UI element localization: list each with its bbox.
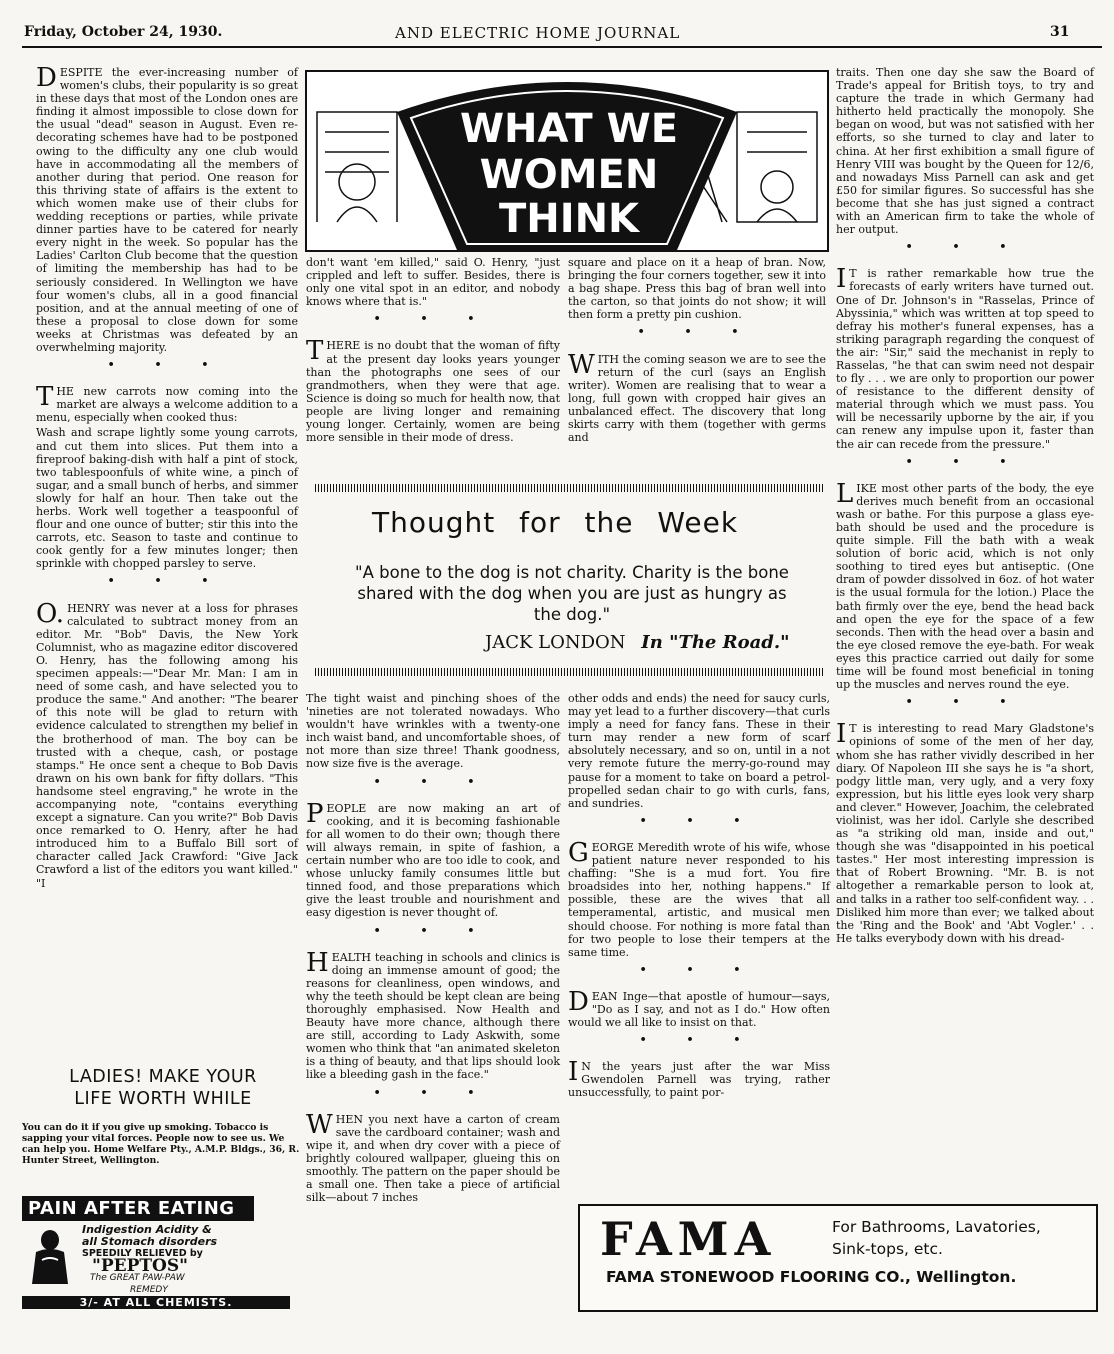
- article-curls-cont: other odds and ends) the need for saucy curls, may yet lead to a further discovery—that curls imply a need for fancy fans. These in their turn may render a new form of scarf absolutely necessary, and so on, until in a not very remote future the merry-go-round may pause for a moment to take on board a petrol-propelled sedan chair to go with curls, fans, and sundries.: [568, 692, 830, 810]
- article-early-writers: I T is rather remarkable how true the forecasts of early writers have turned out. One of Dr. Johnson's in "Rasselas, Prince of Abyssinia," which was written at top speed to defray his mother's funeral expenses, has a striking paragraph regarding the conquest of the air: "Sir," said the mechanist in reply to Rasselas, "he that can swim need not despair to fly . . . we are only to proportion our power of resistance to the different density of material through which we must pass. You will be necessarily upborne by the air, if you can renew any impulse upon it, faster than the air can recede from the pressure.": [836, 264, 1094, 451]
- ad-ladies-line1: LADIES! MAKE YOUR: [69, 1067, 257, 1087]
- article-dean-inge: DEAN Inge—that apostle of humour—says, "Do as I say, and not as I do." How often would we all like to insist on that.: [568, 986, 830, 1030]
- section-divider: • • •: [373, 923, 493, 937]
- article-curl-return: WITH the coming season we are to see the return of the curl (says an English writer). Women are realising that to wear a long, full gown with cropped hair gives an unbalanced effect. The discovery that long skirts carry with them (together with germs and: [568, 349, 826, 445]
- article-o-henry-cont: don't want 'em killed," said O. Henry, "just crippled and left to suffer. Besides, there is only one vital spot in an editor, and nobody knows where that is.": [306, 256, 560, 309]
- ad-peptos-tag2: REMEDY: [130, 1285, 168, 1295]
- column-4: [836, 66, 1094, 947]
- section-divider: • • •: [637, 325, 757, 339]
- article-parnell-cont: traits. Then one day she saw the Board of Trade's appeal for British toys, to try and capture the trade in which Germany had hitherto held practically the monopoly. She began on wood, but was not satisfied with her efforts, so she turned to clay and later to china. At her first exhibition a small figure of Henry VIII was bought by the Queen for 12/6, and nowadays Miss Parnell can ask and get £50 for similar figures. So successful has she become that she has just signed a contract with an American firm to take the whole of her output.: [836, 66, 1094, 237]
- thought-quote: "A bone to the dog is not charity. Charity is the bone shared with the dog when you are just as hungry as the dog.": [355, 563, 789, 624]
- section-divider: • • •: [639, 813, 759, 827]
- ad-fama-company: FAMA STONEWOOD FLOORING CO., Wellington.: [606, 1268, 1017, 1286]
- thought-rule-top: [315, 484, 823, 492]
- ad-ladies-smoking: [22, 1066, 304, 1166]
- stomach-figure-icon: [22, 1226, 78, 1286]
- page-number: 31: [1050, 24, 1070, 40]
- article-gwendolen-parnell: I N the years just after the war Miss Gwendolen Parnell was trying, rather unsuccessfully, to paint por-: [568, 1057, 830, 1100]
- article-pin-cushion-cont: square and place on it a heap of bran. Now, bringing the four corners together, sew it into a bag shape. Press this bag of bran well into the carton, so that joints do not show; it will then form a pretty pin cushion.: [568, 256, 826, 322]
- ad-peptos-footer: 3/- AT ALL CHEMISTS.: [22, 1296, 290, 1309]
- article-carrots-intro: THE new carrots now coming into the market are always a welcome addition to a menu, especially when cooked thus:: [36, 382, 298, 425]
- ad-peptos-line1: Indigestion Acidity &: [82, 1223, 212, 1236]
- article-health-teaching: HEALTH teaching in schools and clinics is doing an immense amount of good; the reasons for cleanliness, open windows, and why the teeth should be kept clean are being thoroughly emphasised. Now Health and Beauty have more chance, although there are still, according to Lady Askwith, some women who think that "an animated skeleton is a thing of beauty, and that lips should look like a bleeding gash in the face.": [306, 947, 560, 1082]
- banner-line1: WHAT WE: [459, 106, 679, 152]
- column-1: [36, 63, 298, 892]
- journal-title: AND ELECTRIC HOME JOURNAL: [395, 24, 681, 42]
- section-divider: • • •: [905, 695, 1025, 709]
- article-o-henry: O. HENRY was never at a loss for phrases calculated to subtract money from an editor. Mr. "Bob" Davis, the New York Columnist, who as magazine editor discovered O. Henry, has the following among his specimen appeals:—"Dear Mr. Man: I am in need of some cash, and have selected you to produce the same." And another: "The bearer of this note will be glad to return with evidence calculated to strengthen my belief in the brotherhood of man. The boy can be trusted with a cheque, cash, or postage stamps." He once sent a cheque to Bob Davis drawn on his own bank for fifty dollars. "This handsome steel engraving," he wrote in the accompanying note, "contains everything except a signature. Can you write?" Bob Davis once remarked to O. Henry, after he had introduced him to a Buffalo Bill sort of character called Jack Crawford: "Give Jack Crawford a list of the editors you want killed." "I: [36, 598, 298, 890]
- column-3-bottom: [568, 692, 830, 1102]
- article-womens-clubs: DESPITE the ever-increasing number of women's clubs, their popularity is so great in these days that most of the London ones are finding it almost impossible to close down for the usual "dead" season in August. Even re-decorating schemes have had to be postponed owing to the difficulty any one club would have in accommodating all the members of another during that period. One reason for this thriving state of affairs is the extent to which women make use of their clubs for wedding receptions or parties, while private dinner parties have to be catered for nearly every night in the week. So popular has the Ladies' Carlton Club become that the question of limiting the membership has had to be seriously considered. In Wellington we have four women's clubs, all in a good financial position, and at the annual meeting of one of these a proposal to close down for some weeks at Christmas was defeated by an overwhelming majority.: [36, 63, 298, 354]
- section-divider: • • •: [639, 1033, 759, 1047]
- article-mary-gladstone: I T is interesting to read Mary Gladstone's opinions of some of the men of her day, whom she has rather vividly described in her diary. Of Napoleon III she says he is "a short, podgy little man, very ugly, and a very foxy expression, but his little eyes look very sharp and clever." However, Joachim, the celebrated violinist, was her idol. Carlyle she described as "a striking old man, inside and out," though she was "disappointed in his poetical tastes." Her most interesting impression is that of Robert Browning. "Mr. B. is not altogether a remarkable person to look at, and talks in a rather too self-confident way. . . Disliked him more than ever; we talked about the 'Ring and the Book' and 'Abt Vogler.' . . He talks everybody down with his dread-: [836, 719, 1094, 945]
- banner-line3: THINK: [498, 196, 640, 242]
- ad-peptos: [22, 1196, 290, 1312]
- ad-ladies-line2: LIFE WORTH WHILE: [74, 1089, 252, 1109]
- article-george-meredith: GEORGE Meredith wrote of his wife, whose patient nature never responded to his chaffing: "She is a mud fort. You fire broadsides into her, nothing happens." If possible, these are the wives that all temperamental, artistic, and musical men should choose. For nothing is more fatal than for two people to lose their tempers at the same time.: [568, 837, 830, 959]
- column-2-bottom: [306, 692, 560, 1206]
- article-carrots-recipe: Wash and scrape lightly some young carrots, and cut them into slices. Put them into a fireproof baking-dish with half a pint of stock, two tablespoonfuls of white wine, a pinch of sugar, and a small bunch of herbs, and simmer slowly for half an hour. Then take out the herbs. Work well together a teaspoonful of flour and one ounce of butter; stir this into the carrots, etc. Season to taste and continue to cook gently for a few minutes longer; then sprinkle with chopped parsley to serve.: [36, 426, 298, 571]
- ad-ladies-body: You can do it if you give up smoking. Tobacco is sapping your vital forces. People now to see us. We can help you. Home Welfare Pty., A.M.P. Bldgs., 36, R. Hunter Street, Wellington.: [22, 1122, 300, 1166]
- section-divider: • • •: [639, 962, 759, 976]
- issue-date: Friday, October 24, 1930.: [24, 24, 223, 40]
- section-divider: • • •: [905, 240, 1025, 254]
- column-3-top: [568, 256, 826, 446]
- article-eye-bath: LIKE most other parts of the body, the eye derives much benefit from an occasional wash or bathe. For this purpose a glass eye-bath should be used and the procedure is quite simple. Fill the bath with a weak solution of boric acid, which is not only soothing to tired eyes but antiseptic. (One dram of powder dissolved in 6oz. of hot water is the usual formula for the lotion.) Place the bath firmly over the eye, bend the head back and open the eye for the space of a few seconds. Then with the head over a basin and the eye closed remove the eye-bath. For weak eyes this practice carried out daily for some time will be found most beneficial in toning up the muscles and nerves round the eye.: [836, 478, 1094, 692]
- thought-rule-bottom: [315, 668, 823, 676]
- ad-fama-line1: For Bathrooms, Lavatories,: [832, 1218, 1041, 1236]
- banner-what-we-women-think: [305, 70, 829, 252]
- ad-peptos-line2: all Stomach disorders: [82, 1235, 218, 1248]
- ad-peptos-tag1: The GREAT PAW-PAW: [90, 1273, 185, 1283]
- section-divider: • • •: [107, 358, 227, 372]
- ad-fama-logo: FAMA: [600, 1212, 777, 1266]
- section-divider: • • •: [107, 574, 227, 588]
- section-divider: • • •: [905, 454, 1025, 468]
- ad-fama: [578, 1204, 1098, 1312]
- thought-title: Thought for the Week: [372, 506, 739, 539]
- thought-source: In "The Road.": [641, 632, 790, 653]
- section-divider: • • •: [373, 312, 493, 326]
- section-divider: • • •: [373, 774, 493, 788]
- ad-fama-line2: Sink-tops, etc.: [832, 1240, 943, 1258]
- ad-peptos-brand: "PEPTOS": [92, 1256, 188, 1276]
- article-cooking-art: PEOPLE are now making an art of cooking, and it is becoming fashionable for all women to do their own; though there will always remain, in spite of fashion, a certain number who are too idle to cook, and whose unlucky family consumes little but tinned food, and those preparations which give the least trouble and nourishment and easy digestion is never thought of.: [306, 798, 560, 920]
- banner-illustration: [307, 72, 827, 250]
- article-tight-waist: The tight waist and pinching shoes of the 'nineties are not tolerated nowadays. Who wouldn't have wrinkles with a twenty-one inch waist band, and uncomfortable shoes, of not more than size three! Thank goodness, now size five is the average.: [306, 692, 560, 771]
- banner-line2: WOMEN: [479, 152, 659, 198]
- article-woman-of-fifty: THERE is no doubt that the woman of fifty at the present day looks years younger than the photographs one sees of our grandmothers, when they were that age. Science is doing so much for health now, that people are living longer and remaining young longer. Certainly, women are being more sensible in their mode of dress.: [306, 336, 560, 445]
- column-2-top: [306, 256, 560, 446]
- ad-peptos-line3: SPEEDILY RELIEVED by: [82, 1248, 203, 1259]
- section-divider: • • •: [373, 1085, 493, 1099]
- header-rule: [22, 46, 1102, 48]
- ad-peptos-headline: PAIN AFTER EATING: [22, 1196, 254, 1221]
- article-cream-carton: WHEN you next have a carton of cream save the cardboard container; wash and wipe it, and when dry cover with a piece of brightly coloured wallpaper, glueing this on smoothly. The pattern on the paper should be a small one. Then take a piece of artificial silk—about 7 inches: [306, 1109, 561, 1205]
- thought-attribution: [485, 632, 790, 653]
- thought-author: JACK LONDON: [485, 632, 626, 653]
